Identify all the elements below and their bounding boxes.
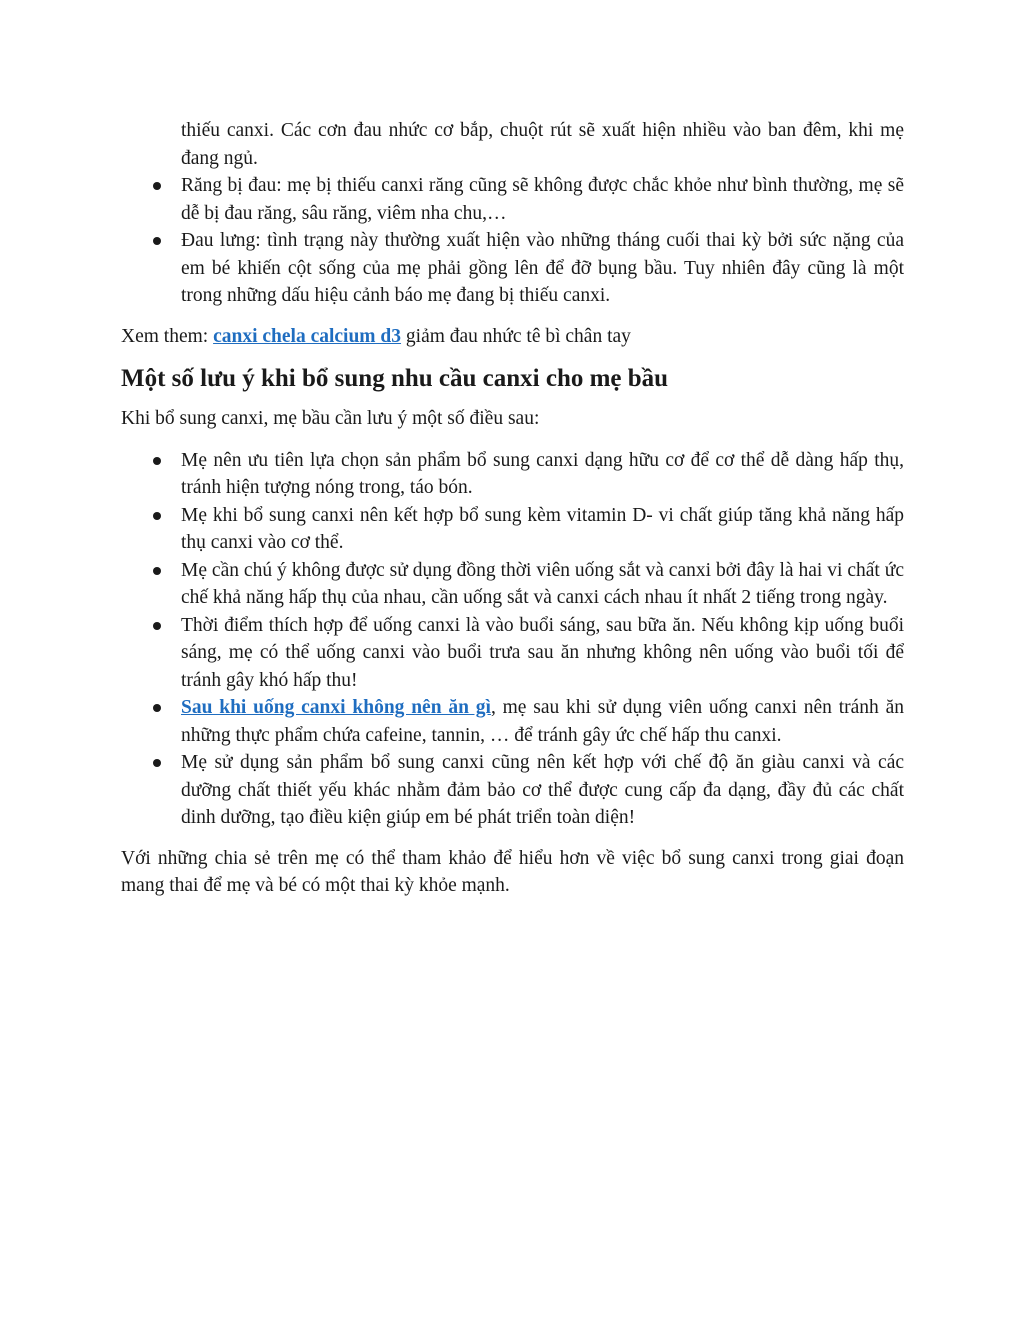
list-item-text: Răng bị đau: mẹ bị thiếu canxi răng cũng sẽ không được chắc khỏe như bình thường, mẹ sẽ dễ bị đau răng, sâu răng, viêm nha chu,… (181, 175, 904, 224)
see-more-suffix: giảm đau nhức tê bì chân tay (401, 325, 631, 347)
intro-paragraph: Khi bổ sung canxi, mẹ bầu cần lưu ý một số điều sau: (121, 408, 540, 429)
list-item (121, 612, 904, 695)
list-item-text: Mẹ sử dụng sản phẩm bổ sung canxi cũng nên kết hợp với chế độ ăn giàu canxi và các dưỡng chất thiết yếu khác nhằm đảm bảo cơ thể được cung cấp đa dạng, đầy đủ các chất dinh dưỡng, tạo điều kiện giúp em bé phát triển toàn diện! (181, 752, 904, 828)
list-item-text: Mẹ khi bổ sung canxi nên kết hợp bổ sung kèm vitamin D- vi chất giúp tăng khả năng hấp thụ canxi vào cơ thể. (181, 504, 904, 553)
bullet-icon (153, 457, 161, 465)
document-page (121, 117, 904, 900)
see-more-link[interactable]: canxi chela calcium d3 (213, 325, 402, 347)
list-item-text: thiếu canxi. Các cơn đau nhức cơ bắp, chuột rút sẽ xuất hiện nhiều vào ban đêm, khi mẹ đang ngủ. (181, 120, 904, 169)
list-item (121, 557, 904, 612)
list-item (121, 502, 904, 557)
bullet-icon (153, 622, 161, 630)
list-item (121, 447, 904, 502)
section-heading: Một số lưu ý khi bổ sung nhu cầu canxi cho mẹ bầu (121, 365, 669, 392)
bullet-icon (153, 759, 161, 767)
list-item-text: Thời điểm thích hợp để uống canxi là vào buổi sáng, sau bữa ăn. Nếu không kịp uống buổi sáng, mẹ có thể uống canxi vào buổi trưa sau ăn nhưng không nên uống vào buổi tối để tránh gây khó hấp thu! (181, 614, 904, 691)
list-item-text: Mẹ nên ưu tiên lựa chọn sản phẩm bổ sung canxi dạng hữu cơ để cơ thể dễ dàng hấp thụ, tránh hiện tượng nóng trong, táo bón. (181, 449, 904, 498)
list-item (121, 117, 904, 172)
bullet-icon (153, 182, 161, 190)
see-more-prefix: Xem them: (121, 325, 214, 347)
tip-link-suffix: , mẹ sau khi sử dụng viên uống canxi nên tránh ăn những thực phẩm chứa cafeine, tannin, … để tránh gây ức chế hấp thu canxi. (181, 697, 904, 746)
list-item (121, 227, 904, 310)
list-item-text: Mẹ cần chú ý không được sử dụng đồng thời viên uống sắt và canxi bởi đây là hai vi chất ức chế khả năng hấp thụ của nhau, cần uống sắt và canxi cách nhau ít nhất 2 tiếng trong ngày. (181, 559, 904, 608)
list-item (121, 694, 904, 749)
conclusion-paragraph: Với những chia sẻ trên mẹ có thể tham khảo để hiểu hơn về việc bổ sung canxi trong giai đoạn mang thai để mẹ và bé có một thai kỳ khỏe mạnh. (121, 847, 904, 896)
see-more-line (121, 323, 904, 351)
list-item-text: Đau lưng: tình trạng này thường xuất hiện vào những tháng cuối thai kỳ bởi sức nặng của em bé khiến cột sống của mẹ phải gồng lên để đỡ bụng bầu. Tuy nhiên đây cũng là một trong những dấu hiệu cảnh báo mẹ đang bị thiếu canxi. (181, 230, 904, 306)
bullet-icon (153, 704, 161, 712)
symptom-list (121, 117, 904, 310)
bullet-icon (153, 237, 161, 245)
list-item (121, 749, 904, 832)
bullet-icon (153, 567, 161, 575)
list-item (121, 172, 904, 227)
tips-list (121, 447, 904, 832)
tip-link[interactable]: Sau khi uống canxi không nên ăn gì (181, 697, 491, 718)
bullet-icon (153, 512, 161, 520)
